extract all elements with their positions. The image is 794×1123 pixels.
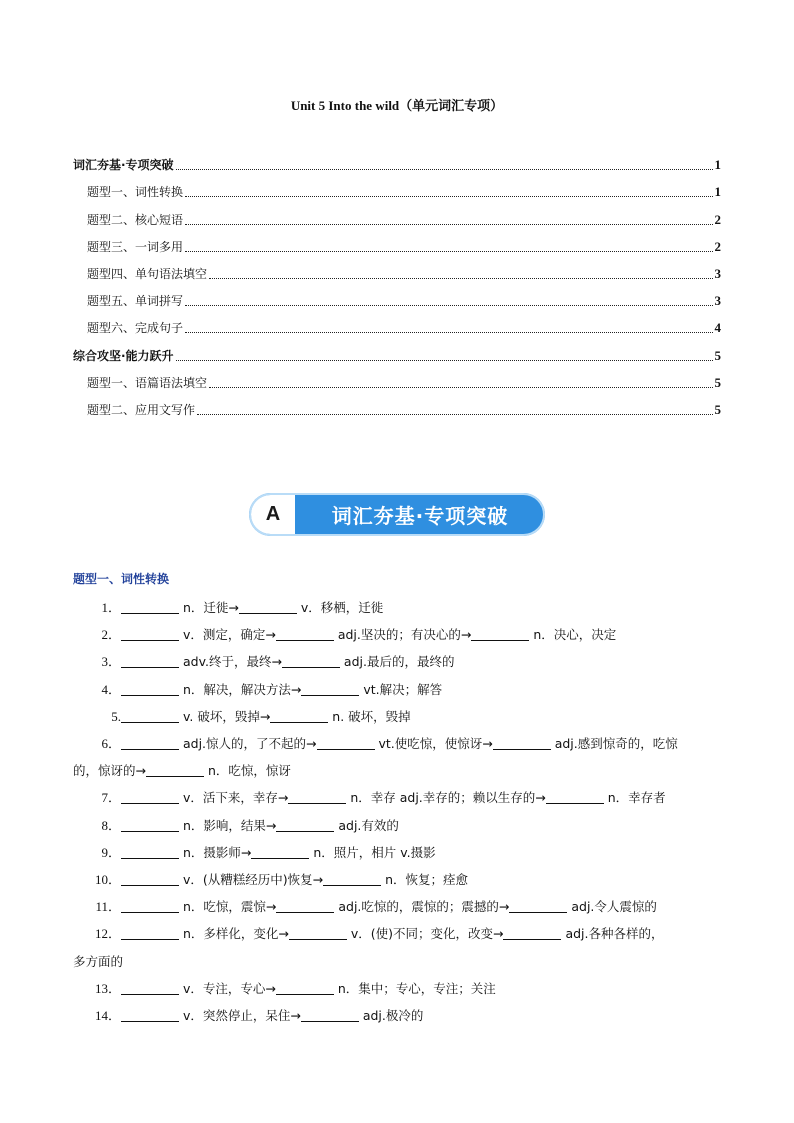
answer-blank[interactable] bbox=[276, 898, 334, 913]
item-text: v．活下来，幸存→ bbox=[179, 790, 289, 806]
item-text: adj.感到惊奇的，吃惊 bbox=[550, 736, 678, 752]
item-text: n．迁徙→ bbox=[179, 600, 239, 615]
item-text: adj.令人震惊的 bbox=[567, 899, 657, 915]
answer-blank[interactable] bbox=[323, 871, 381, 886]
item-text: 的，惊讶的→ bbox=[73, 763, 146, 779]
item-number: 9． bbox=[101, 844, 121, 860]
answer-blank[interactable] bbox=[121, 789, 179, 804]
answer-blank[interactable] bbox=[239, 599, 297, 614]
answer-blank[interactable] bbox=[270, 708, 328, 723]
answer-blank[interactable] bbox=[146, 762, 204, 777]
item-text: n．摄影师→ bbox=[179, 844, 252, 860]
item-text: v．测定，确定→ bbox=[179, 627, 276, 643]
answer-blank[interactable] bbox=[509, 898, 567, 913]
toc-entry[interactable] bbox=[73, 146, 721, 173]
answer-blank[interactable] bbox=[546, 789, 604, 804]
item-number: 13． bbox=[94, 980, 121, 996]
item-text: vt.使吃惊，使惊讶→ bbox=[374, 736, 493, 752]
item-text: n．恢复；痊愈 bbox=[381, 872, 469, 888]
item-text: n．影响，结果→ bbox=[179, 817, 277, 833]
banner-letter: A bbox=[251, 495, 295, 534]
toc-entry[interactable] bbox=[73, 173, 721, 200]
section-heading: 题型一、词性转换 bbox=[73, 572, 170, 586]
answer-blank[interactable] bbox=[121, 626, 179, 641]
item-number: 12． bbox=[94, 926, 121, 942]
banner-title: 词汇夯基·专项突破 bbox=[331, 504, 509, 528]
toc-entry-label: 题型四、单句语法填空 bbox=[87, 266, 208, 281]
item-number: 2． bbox=[101, 627, 121, 643]
item-text: n．集中；专心，专注；关注 bbox=[333, 980, 496, 996]
item-text: n．幸存 adj.幸存的；赖以生存的→ bbox=[346, 790, 546, 806]
item-text: v．(使)不同；变化，改变→ bbox=[346, 926, 504, 942]
answer-blank[interactable] bbox=[121, 844, 179, 859]
item-text: n．照片，相片 v.摄影 bbox=[309, 844, 436, 860]
item-number: 7． bbox=[101, 790, 121, 806]
answer-blank[interactable] bbox=[289, 925, 347, 940]
exercise-item-continuation: 多方面的 bbox=[73, 953, 124, 969]
toc-entry-page: 1 bbox=[714, 184, 721, 200]
answer-blank[interactable] bbox=[121, 708, 179, 723]
toc-entry-label: 题型五、单词拼写 bbox=[87, 294, 184, 309]
item-number: 8． bbox=[101, 817, 121, 833]
toc-entry-page: 5 bbox=[714, 347, 721, 363]
toc-entry[interactable] bbox=[73, 200, 721, 227]
answer-blank[interactable] bbox=[301, 681, 359, 696]
exercise-item bbox=[73, 703, 723, 730]
toc-entry[interactable] bbox=[73, 336, 721, 363]
exercise-item bbox=[73, 920, 723, 947]
toc-entry-label: 题型一、词性转换 bbox=[87, 185, 184, 200]
item-text: v．移栖，迁徙 bbox=[296, 600, 384, 615]
item-number: 5. bbox=[111, 708, 121, 724]
toc-entry-label: 词汇夯基·专项突破 bbox=[73, 158, 174, 173]
toc-entry[interactable] bbox=[73, 255, 721, 282]
answer-blank[interactable] bbox=[317, 735, 375, 750]
toc-leader bbox=[209, 277, 712, 279]
toc-leader bbox=[209, 386, 712, 388]
answer-blank[interactable] bbox=[121, 980, 179, 995]
toc-entry[interactable] bbox=[73, 282, 721, 309]
item-text: adj.坚决的；有决心的→ bbox=[333, 627, 472, 643]
item-text: v．专注，专心→ bbox=[179, 980, 276, 996]
item-text: adv.终于，最终→ bbox=[179, 654, 282, 670]
item-text: v. 破坏，毁掉→ bbox=[179, 708, 271, 724]
answer-blank[interactable] bbox=[121, 898, 179, 913]
exercise-item bbox=[73, 594, 723, 621]
table-of-contents bbox=[73, 146, 721, 418]
item-text: n．幸存者 bbox=[603, 790, 666, 806]
answer-blank[interactable] bbox=[121, 653, 179, 668]
toc-entry-page: 5 bbox=[714, 401, 721, 417]
toc-entry-label: 题型一、语篇语法填空 bbox=[87, 375, 208, 390]
toc-leader bbox=[185, 331, 712, 333]
item-text: n. 破坏，毁掉 bbox=[328, 708, 411, 724]
exercise-item bbox=[73, 893, 723, 920]
toc-leader bbox=[185, 250, 712, 252]
toc-leader bbox=[176, 359, 713, 361]
toc-entry-page: 2 bbox=[714, 238, 721, 254]
toc-leader bbox=[185, 223, 712, 225]
item-text: adj.有效的 bbox=[334, 817, 399, 833]
item-number: 3． bbox=[101, 654, 121, 670]
exercise-item bbox=[73, 621, 723, 648]
toc-entry[interactable] bbox=[73, 228, 721, 255]
toc-entry[interactable] bbox=[73, 391, 721, 418]
item-text: adj.吃惊的，震惊的；震撼的→ bbox=[334, 899, 510, 915]
item-text: v．突然停止，呆住→ bbox=[179, 1008, 301, 1024]
toc-leader bbox=[185, 304, 712, 306]
answer-blank[interactable] bbox=[288, 789, 346, 804]
answer-blank[interactable] bbox=[121, 925, 179, 940]
item-text: vt.解决；解答 bbox=[359, 681, 443, 697]
item-text: adj.极冷的 bbox=[358, 1008, 424, 1024]
section-banner bbox=[249, 493, 545, 536]
item-text: n．决心，决定 bbox=[529, 627, 617, 643]
toc-entry-page: 5 bbox=[714, 374, 721, 390]
answer-blank[interactable] bbox=[301, 1007, 359, 1022]
answer-blank[interactable] bbox=[276, 817, 334, 832]
item-number: 14． bbox=[94, 1008, 121, 1024]
answer-blank[interactable] bbox=[503, 925, 561, 940]
exercise-list bbox=[73, 594, 723, 1029]
document-title: Unit 5 Into the wild（单元词汇专项） bbox=[290, 98, 504, 113]
answer-blank[interactable] bbox=[121, 735, 179, 750]
answer-blank[interactable] bbox=[121, 817, 179, 832]
exercise-item bbox=[73, 676, 723, 703]
toc-entry-label: 题型三、一词多用 bbox=[87, 239, 184, 254]
exercise-item bbox=[73, 648, 723, 675]
toc-leader bbox=[176, 168, 713, 170]
toc-leader bbox=[197, 413, 712, 415]
exercise-item bbox=[73, 812, 723, 839]
toc-entry[interactable] bbox=[73, 364, 721, 391]
item-number: 11． bbox=[95, 899, 121, 915]
toc-entry-page: 2 bbox=[714, 211, 721, 227]
answer-blank[interactable] bbox=[493, 735, 551, 750]
toc-entry-page: 4 bbox=[714, 320, 721, 336]
exercise-item-continuation bbox=[73, 757, 723, 784]
toc-entry-label: 题型二、应用文写作 bbox=[87, 402, 196, 417]
item-number: 10． bbox=[94, 872, 121, 888]
toc-entry-label: 综合攻坚·能力跃升 bbox=[73, 348, 174, 363]
item-number: 6． bbox=[101, 736, 121, 752]
answer-blank[interactable] bbox=[282, 653, 340, 668]
toc-entry-label: 题型二、核心短语 bbox=[87, 212, 184, 227]
exercise-item bbox=[73, 1002, 723, 1029]
item-text: n．解决，解决方法→ bbox=[179, 681, 302, 697]
item-text: adj.最后的，最终的 bbox=[339, 654, 455, 670]
item-text: n．多样化，变化→ bbox=[179, 926, 289, 942]
exercise-item bbox=[73, 866, 723, 893]
toc-entry-page: 3 bbox=[714, 265, 721, 281]
exercise-item bbox=[73, 730, 723, 757]
answer-blank[interactable] bbox=[276, 980, 334, 995]
item-number: 4． bbox=[101, 681, 121, 697]
toc-leader bbox=[185, 195, 712, 197]
answer-blank[interactable] bbox=[471, 626, 529, 641]
toc-entry-label: 题型六、完成句子 bbox=[87, 321, 184, 336]
item-text: adj.各种各样的， bbox=[561, 926, 664, 942]
item-text: n．吃惊，惊讶 bbox=[203, 763, 291, 779]
toc-entry-page: 1 bbox=[714, 157, 721, 173]
answer-blank[interactable] bbox=[121, 681, 179, 696]
item-text: n．吃惊，震惊→ bbox=[179, 899, 277, 915]
answer-blank[interactable] bbox=[251, 844, 309, 859]
answer-blank[interactable] bbox=[121, 599, 179, 614]
answer-blank[interactable] bbox=[276, 626, 334, 641]
item-text: v．(从糟糕经历中)恢复→ bbox=[179, 872, 324, 888]
answer-blank[interactable] bbox=[121, 1007, 179, 1022]
toc-entry[interactable] bbox=[73, 309, 721, 336]
toc-entry-page: 3 bbox=[714, 293, 721, 309]
exercise-item bbox=[73, 839, 723, 866]
exercise-item bbox=[73, 975, 723, 1002]
exercise-item bbox=[73, 784, 723, 811]
item-number: 1． bbox=[101, 600, 121, 615]
answer-blank[interactable] bbox=[121, 871, 179, 886]
item-text: adj.惊人的，了不起的→ bbox=[179, 736, 317, 752]
